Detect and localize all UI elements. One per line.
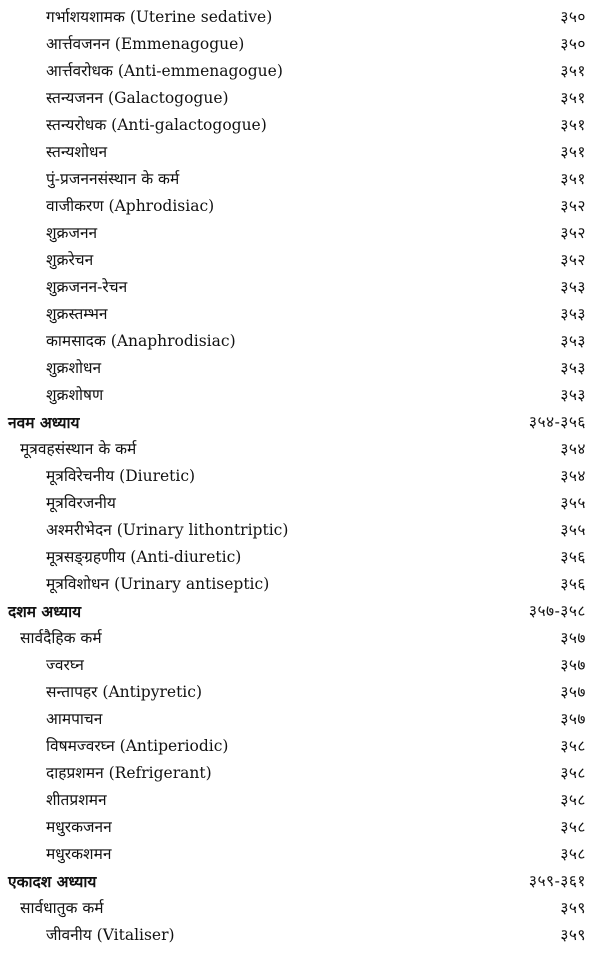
subsection-row — [0, 463, 600, 490]
entry-page-number: ३५४ — [560, 440, 586, 458]
chapter-heading-row — [0, 868, 600, 895]
entry-title: स्तन्यजनन (Galactogogue) — [46, 89, 229, 107]
subsection-row — [0, 544, 600, 571]
entry-title: ज्वरघ्न — [46, 656, 84, 674]
entry-title: सार्वदैहिक कर्म — [20, 629, 102, 647]
entry-title: वाजीकरण (Aphrodisiac) — [46, 197, 215, 215]
entry-title: विषमज्वरघ्न (Antiperiodic) — [46, 737, 229, 755]
subsection-row — [0, 760, 600, 787]
entry-title: मूत्रविरेचनीय (Diuretic) — [46, 467, 196, 485]
entry-page-number: ३५२ — [560, 197, 586, 215]
subsection-row — [0, 58, 600, 85]
entry-page-number: ३५० — [560, 8, 586, 26]
entry-page-number: ३५५ — [560, 494, 586, 512]
entry-title: एकादश अध्याय — [8, 872, 97, 891]
entry-title: गर्भाशयशामक (Uterine sedative) — [46, 8, 273, 26]
subsection-row — [0, 706, 600, 733]
chapter-heading-row — [0, 409, 600, 436]
entry-title: शीतप्रशमन — [46, 791, 107, 809]
subsection-row — [0, 274, 600, 301]
entry-title: सार्वधातुक कर्म — [20, 899, 104, 917]
subsection-row — [0, 328, 600, 355]
subsection-row — [0, 733, 600, 760]
entry-title: कामसादक (Anaphrodisiac) — [46, 332, 236, 350]
entry-page-number: ३५३ — [560, 332, 586, 350]
chapter-heading-row — [0, 598, 600, 625]
entry-page-number: ३५२ — [560, 224, 586, 242]
entry-page-number: ३५८ — [560, 791, 586, 809]
entry-page-number: ३५१ — [560, 143, 586, 161]
entry-page-number: ३५५ — [560, 521, 586, 539]
entry-title: आर्त्तवरोधक (Anti-emmenagogue) — [46, 62, 283, 80]
entry-title: अश्मरीभेदन (Urinary lithontriptic) — [46, 521, 289, 539]
entry-title: शुक्ररेचन — [46, 251, 94, 269]
subsection-row — [0, 112, 600, 139]
section-row — [0, 436, 600, 463]
table-of-contents — [0, 4, 600, 949]
entry-title: शुक्रशोधन — [46, 359, 102, 377]
subsection-row — [0, 301, 600, 328]
entry-title: मधुरकशमन — [46, 845, 112, 863]
subsection-row — [0, 922, 600, 949]
entry-page-number: ३५४ — [560, 467, 586, 485]
subsection-row — [0, 166, 600, 193]
entry-page-number: ३५७ — [560, 710, 586, 728]
entry-title: मूत्रविशोधन (Urinary antiseptic) — [46, 575, 270, 593]
entry-page-number: ३५८ — [560, 764, 586, 782]
subsection-row — [0, 787, 600, 814]
entry-title: दाहप्रशमन (Refrigerant) — [46, 764, 212, 782]
section-row — [0, 625, 600, 652]
entry-title: दशम अध्याय — [8, 602, 82, 621]
entry-page-number: ३५९ — [560, 899, 586, 917]
entry-page-number: ३५६ — [560, 575, 586, 593]
entry-page-number: ३५२ — [560, 251, 586, 269]
entry-title: आर्त्तवजनन (Emmenagogue) — [46, 35, 245, 53]
entry-page-number: ३५१ — [560, 89, 586, 107]
section-row — [0, 895, 600, 922]
entry-title: आमपाचन — [46, 710, 103, 728]
subsection-row — [0, 652, 600, 679]
entry-page-number: ३५३ — [560, 278, 586, 296]
entry-title: जीवनीय (Vitaliser) — [46, 926, 175, 944]
entry-page-number: ३५० — [560, 35, 586, 53]
entry-page-number: ३५६ — [560, 548, 586, 566]
entry-page-number: ३५७ — [560, 683, 586, 701]
entry-page-number: ३५४-३५६ — [528, 413, 586, 431]
entry-page-number: ३५१ — [560, 170, 586, 188]
entry-page-number: ३५८ — [560, 737, 586, 755]
entry-page-number: ३५७ — [560, 629, 586, 647]
entry-title: मधुरकजनन — [46, 818, 112, 836]
entry-page-number: ३५८ — [560, 818, 586, 836]
entry-page-number: ३५३ — [560, 305, 586, 323]
entry-title: मूत्रविरजनीय — [46, 494, 116, 512]
subsection-row — [0, 517, 600, 544]
subsection-row — [0, 247, 600, 274]
subsection-row — [0, 841, 600, 868]
entry-title: मूत्रसङ्ग्रहणीय (Anti-diuretic) — [46, 548, 242, 566]
entry-title: मूत्रवहसंस्थान के कर्म — [20, 440, 137, 458]
entry-page-number: ३५९-३६१ — [528, 872, 586, 890]
entry-page-number: ३५९ — [560, 926, 586, 944]
entry-page-number: ३५१ — [560, 62, 586, 80]
subsection-row — [0, 85, 600, 112]
entry-title: स्तन्यशोधन — [46, 143, 108, 161]
entry-title: नवम अध्याय — [8, 413, 80, 432]
subsection-row — [0, 355, 600, 382]
subsection-row — [0, 382, 600, 409]
subsection-row — [0, 571, 600, 598]
entry-title: शुक्रजनन-रेचन — [46, 278, 128, 296]
entry-page-number: ३५७-३५८ — [528, 602, 586, 620]
subsection-row — [0, 139, 600, 166]
subsection-row — [0, 814, 600, 841]
entry-title: सन्तापहर (Antipyretic) — [46, 683, 202, 701]
subsection-row — [0, 220, 600, 247]
subsection-row — [0, 4, 600, 31]
entry-title: शुक्रजनन — [46, 224, 98, 242]
entry-page-number: ३५१ — [560, 116, 586, 134]
entry-title: शुक्रशोषण — [46, 386, 104, 404]
entry-page-number: ३५८ — [560, 845, 586, 863]
entry-title: पुं-प्रजननसंस्थान के कर्म — [46, 170, 180, 188]
subsection-row — [0, 490, 600, 517]
subsection-row — [0, 31, 600, 58]
subsection-row — [0, 193, 600, 220]
entry-page-number: ३५७ — [560, 656, 586, 674]
entry-page-number: ३५३ — [560, 359, 586, 377]
entry-page-number: ३५३ — [560, 386, 586, 404]
entry-title: स्तन्यरोधक (Anti-galactogogue) — [46, 116, 267, 134]
entry-title: शुक्रस्तम्भन — [46, 305, 108, 323]
subsection-row — [0, 679, 600, 706]
